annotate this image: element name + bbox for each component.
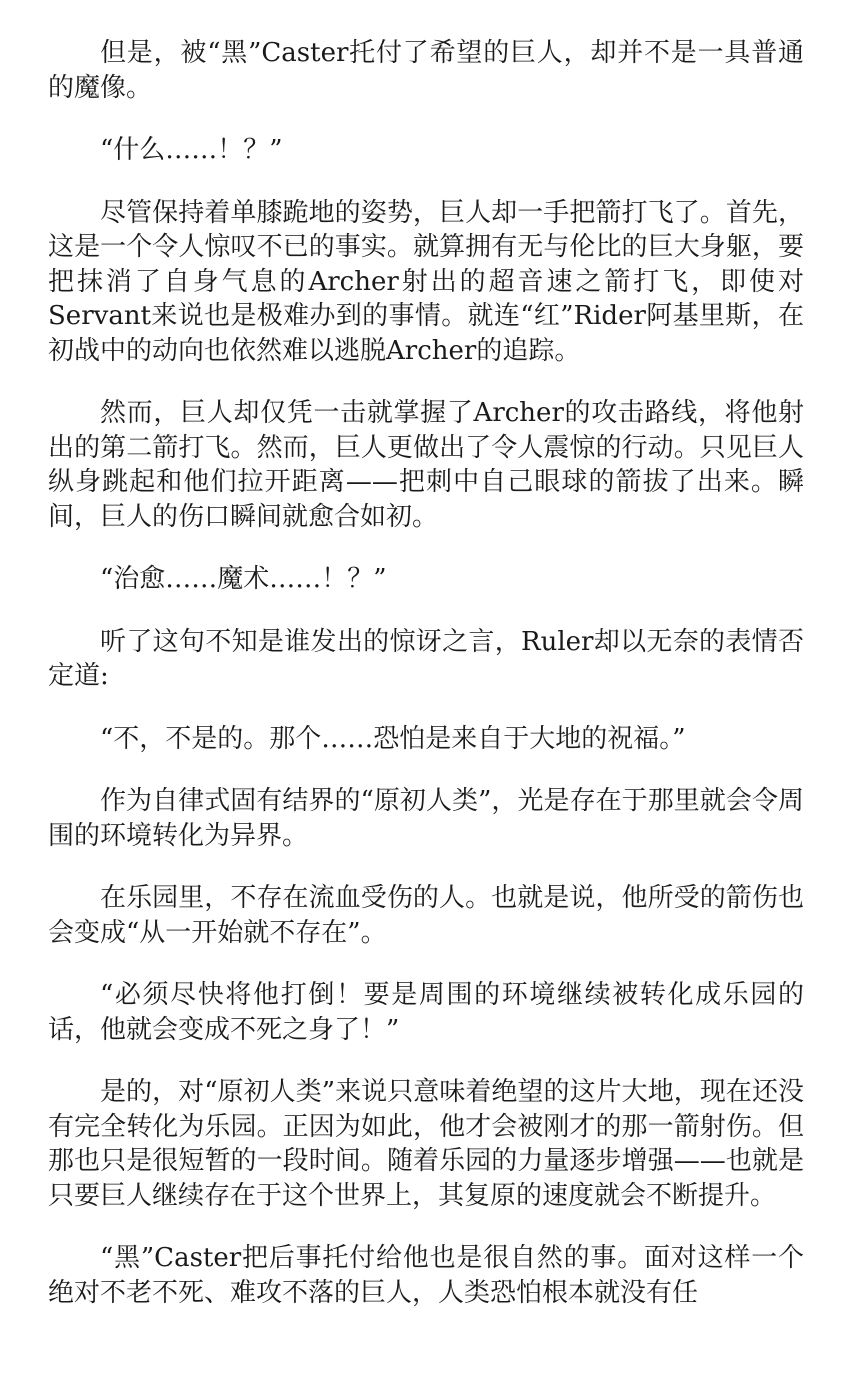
paragraph: “黑”Caster把后事托付给他也是很自然的事。面对这样一个绝对不老不死、难攻不落的巨人，人类恐怕根本就没有任 — [48, 1243, 804, 1308]
book-page — [48, 36, 804, 1338]
paragraph: “什么……！？” — [100, 135, 283, 165]
paragraph: 尽管保持着单膝跪地的姿势，巨人却一手把箭打飞了。首先，这是一个令人惊叹不已的事实。就算拥有无与伦比的巨大身躯，要把抹消了自身气息的Archer射出的超音速之箭打飞，即使对Servant来说也是极难办到的事情。就连“红”Rider阿基里斯，在初战中的动向也依然难以逃脱Archer的追踪。 — [48, 197, 804, 366]
paragraph: “治愈……魔术……！？” — [100, 564, 387, 594]
paragraph: 但是，被“黑”Caster托付了希望的巨人，却并不是一具普通的魔像。 — [48, 38, 804, 103]
paragraph: “不，不是的。那个……恐怕是来自于大地的祝福。” — [100, 723, 686, 754]
paragraph: 在乐园里，不存在流血受伤的人。也就是说，他所受的箭伤也会变成“从一开始就不存在”。 — [48, 883, 804, 948]
paragraph: 是的，对“原初人类”来说只意味着绝望的这片大地，现在还没有完全转化为乐园。正因为如此，他才会被刚才的那一箭射伤。但那也只是很短暂的一段时间。随着乐园的力量逐步增强——也就是只要巨人继续存在于这个世界上，其复原的速度就会不断提升。 — [48, 1077, 804, 1211]
paragraph: 作为自律式固有结界的“原初人类”，光是存在于那里就会令周围的环境转化为异界。 — [48, 786, 804, 851]
paragraph: 然而，巨人却仅凭一击就掌握了Archer的攻击路线，将他射出的第二箭打飞。然而，巨人更做出了令人震惊的行动。只见巨人纵身跳起和他们拉开距离——把刺中自己眼球的箭拔了出来。瞬间，巨人的伤口瞬间就愈合如初。 — [48, 398, 804, 532]
paragraph: “必须尽快将他打倒！要是周围的环境继续被转化成乐园的话，他就会变成不死之身了！” — [48, 980, 804, 1045]
paragraph: 听了这句不知是谁发出的惊讶之言，Ruler却以无奈的表情否定道: — [48, 626, 804, 691]
